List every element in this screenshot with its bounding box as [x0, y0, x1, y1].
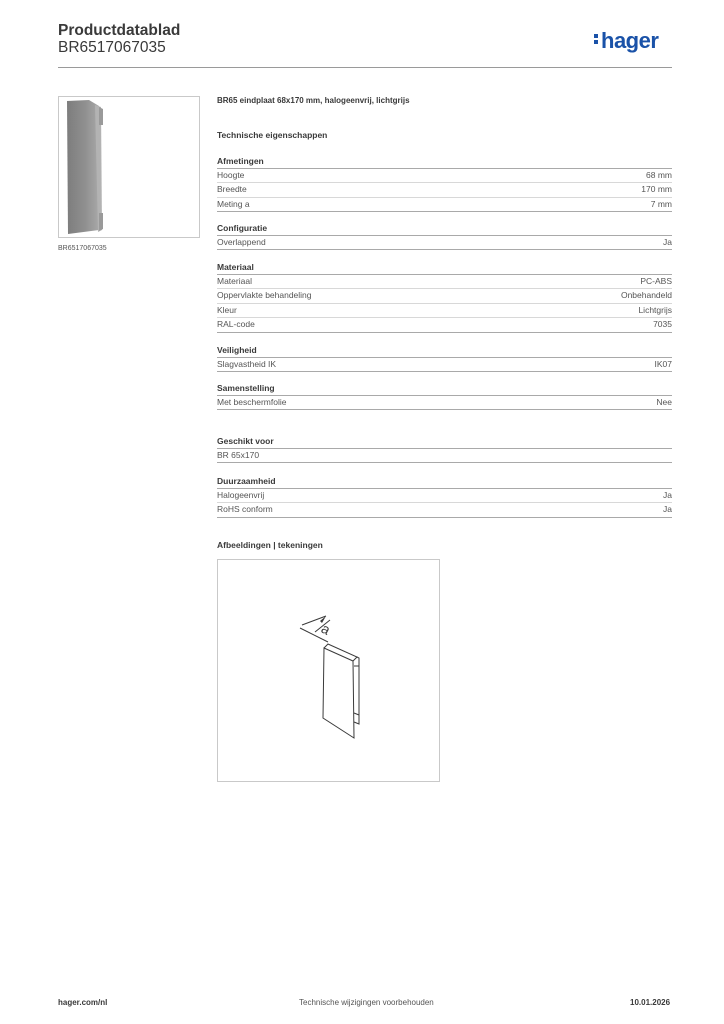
spec-label: RAL-code — [217, 319, 255, 330]
spec-row — [217, 503, 672, 517]
spec-label: Met beschermfolie — [217, 397, 287, 407]
footer-disclaimer: Technische wijzigingen voorbehouden — [299, 998, 434, 1007]
section-title: Samenstelling — [217, 383, 672, 396]
section-materiaal — [217, 262, 672, 333]
spec-row — [217, 304, 672, 318]
spec-value: 68 mm — [646, 170, 672, 180]
spec-row — [217, 318, 672, 332]
spec-row — [217, 169, 672, 183]
spec-value: Ja — [663, 490, 672, 500]
spec-row — [217, 449, 672, 463]
spec-value: 7 mm — [650, 198, 672, 209]
section-samenstelling — [217, 383, 672, 410]
spec-value: 170 mm — [641, 184, 672, 195]
spec-label: Overlappend — [217, 237, 266, 247]
spec-row — [217, 275, 672, 289]
product-description: BR65 eindplaat 68x170 mm, halogeenvrij, lichtgrijs — [217, 96, 410, 105]
spec-row — [217, 396, 672, 410]
spec-value: 7035 — [653, 319, 672, 330]
section-title: Veiligheid — [217, 345, 672, 358]
spec-value: Onbehandeld — [620, 290, 672, 301]
logo-dots-icon — [594, 32, 599, 46]
spec-row — [217, 198, 672, 212]
section-title: Afmetingen — [217, 156, 672, 169]
section-title: Duurzaamheid — [217, 476, 672, 489]
spec-row — [217, 236, 672, 250]
section-veiligheid — [217, 345, 672, 372]
spec-label: Breedte — [217, 184, 247, 195]
section-configuratie — [217, 223, 672, 250]
spec-row — [217, 358, 672, 372]
footer-date: 10.01.2026 — [630, 998, 671, 1007]
product-code: BR6517067035 — [58, 39, 166, 56]
spec-label: Oppervlakte behandeling — [217, 290, 312, 301]
spec-label: Slagvastheid IK — [217, 359, 277, 369]
spec-value: Ja — [663, 237, 672, 247]
section-duurzaamheid — [217, 476, 672, 518]
section-geschikt-voor — [217, 436, 672, 463]
spec-label: Materiaal — [217, 276, 252, 286]
page-title: Productdatablad — [58, 22, 181, 39]
spec-label: BR 65x170 — [217, 450, 260, 460]
spec-label: RoHS conform — [217, 504, 273, 515]
header-divider — [58, 67, 672, 68]
section-afmetingen — [217, 156, 672, 212]
spec-row — [217, 489, 672, 503]
spec-value: Nee — [656, 397, 672, 407]
spec-label: Kleur — [217, 304, 237, 315]
spec-row — [217, 183, 672, 197]
end-plate-drawing-icon — [218, 560, 439, 781]
section-title: Configuratie — [217, 223, 672, 236]
dimension-label: a — [318, 620, 334, 638]
technical-properties-heading: Technische eigenschappen — [217, 130, 328, 140]
section-title: Geschikt voor — [217, 436, 672, 449]
spec-label: Meting a — [217, 198, 250, 209]
hager-logo[interactable] — [594, 28, 658, 54]
section-title: Materiaal — [217, 262, 672, 275]
drawings-heading: Afbeeldingen | tekeningen — [217, 540, 323, 550]
technical-drawing — [217, 559, 440, 782]
spec-label: Hoogte — [217, 170, 245, 180]
spec-value: Lichtgrijs — [638, 304, 672, 315]
spec-row — [217, 289, 672, 303]
spec-value: IK07 — [654, 359, 672, 369]
product-image — [58, 96, 200, 238]
logo-text: hager — [601, 28, 659, 53]
spec-value: PC-ABS — [640, 276, 672, 286]
image-caption: BR6517067035 — [58, 245, 107, 252]
spec-value: Ja — [663, 504, 672, 515]
footer-website-link[interactable]: hager.com/nl — [58, 998, 108, 1007]
product-photo-icon — [59, 97, 199, 237]
spec-label: Halogeenvrij — [217, 490, 265, 500]
